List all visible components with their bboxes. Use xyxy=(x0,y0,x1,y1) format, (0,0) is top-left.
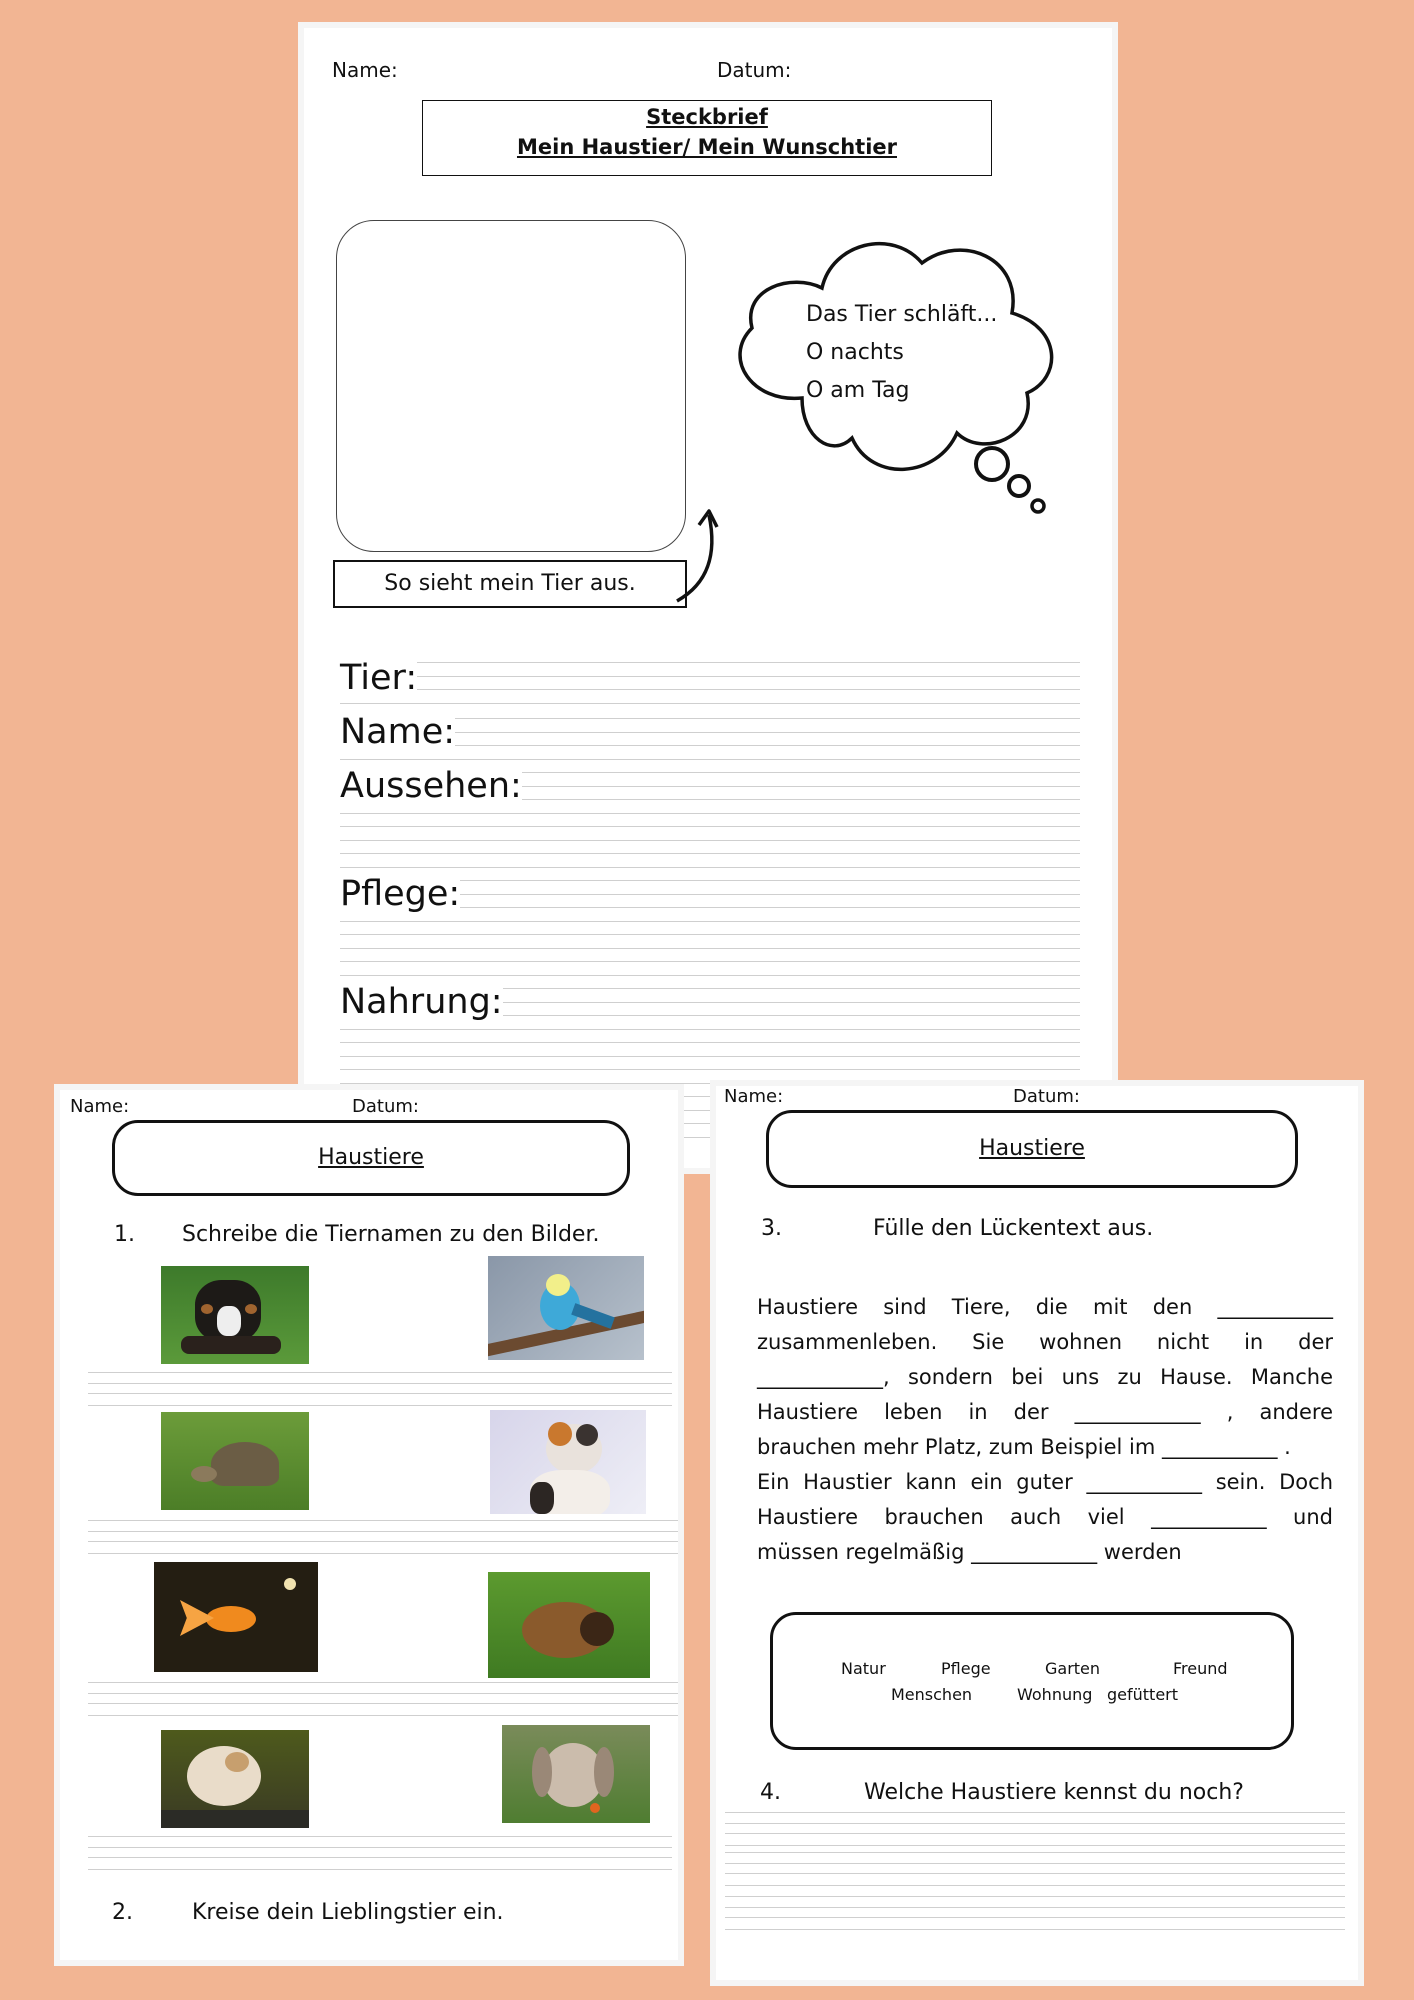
cat-photo xyxy=(490,1410,646,1514)
word-menschen: Menschen xyxy=(891,1685,973,1704)
goldfish-photo xyxy=(154,1562,318,1672)
writing-lines[interactable] xyxy=(340,662,1080,704)
field-name: Name: xyxy=(340,712,456,752)
name-label: Name: xyxy=(724,1086,784,1107)
picture-caption: So sieht mein Tier aus. xyxy=(384,571,636,596)
cloze-line: Haustiere brauchen auch viel ___________ und xyxy=(757,1505,1333,1529)
dog-photo xyxy=(161,1266,309,1364)
cloze-line: Haustiere leben in der ____________ , andere xyxy=(757,1400,1333,1424)
task2-number: 2. xyxy=(112,1900,133,1925)
answer-lines[interactable] xyxy=(88,1520,678,1554)
cloze-text xyxy=(757,1290,1333,1570)
word-garten: Garten xyxy=(1045,1659,1101,1678)
field-aussehen: Aussehen: xyxy=(340,766,522,806)
task3-instruction: Fülle den Lückentext aus. xyxy=(873,1216,1154,1241)
word-freund: Freund xyxy=(1173,1659,1228,1678)
name-label: Name: xyxy=(332,58,398,82)
word-natur: Natur xyxy=(841,1659,886,1678)
field-nahrung: Nahrung: xyxy=(340,982,503,1022)
cloze-line: zusammenleben. Sie wohnen nicht in der xyxy=(757,1330,1333,1354)
writing-lines[interactable] xyxy=(340,826,1080,868)
cloze-line: brauchen mehr Platz, zum Beispiel im ___________ . xyxy=(757,1435,1291,1459)
word-gefuettert: gefüttert xyxy=(1107,1685,1179,1704)
cloud-option-am-tag[interactable]: O am Tag xyxy=(806,378,910,403)
task4-instruction: Welche Haustiere kennst du noch? xyxy=(864,1780,1244,1805)
answer-lines[interactable] xyxy=(88,1372,672,1406)
answer-lines[interactable] xyxy=(725,1812,1345,1846)
task1-instruction: Schreibe die Tiernamen zu den Bilder. xyxy=(182,1222,600,1247)
title-steckbrief: Steckbrief xyxy=(646,105,768,129)
cloze-line: müssen regelmäßig ____________ werden xyxy=(757,1540,1182,1564)
title-haustiere: Haustiere xyxy=(318,1145,424,1170)
task3-number: 3. xyxy=(761,1216,782,1241)
hamster-photo xyxy=(161,1730,309,1828)
task1-number: 1. xyxy=(114,1222,135,1247)
title-box xyxy=(112,1120,630,1196)
cloze-line: ____________, sondern bei uns zu Hause. Manche xyxy=(757,1365,1333,1389)
field-pflege: Pflege: xyxy=(340,874,461,914)
word-pflege: Pflege xyxy=(941,1659,991,1678)
date-label: Datum: xyxy=(717,58,792,82)
arrow-icon xyxy=(669,483,729,623)
cloze-line: Ein Haustier kann ein guter ___________ sein. Doch xyxy=(757,1470,1333,1494)
writing-lines[interactable] xyxy=(340,1042,1080,1084)
worksheet-haustiere-1 xyxy=(60,1090,678,1960)
title-haustiere: Haustiere xyxy=(979,1136,1085,1161)
writing-lines[interactable] xyxy=(340,934,1080,976)
word-bank-box xyxy=(770,1612,1294,1750)
title-box xyxy=(422,100,992,176)
picture-frame[interactable] xyxy=(336,220,686,552)
title-haustier: Mein Haustier/ Mein Wunschtier xyxy=(516,135,897,159)
name-label: Name: xyxy=(70,1096,130,1117)
cloud-option-nachts[interactable]: O nachts xyxy=(806,340,904,365)
word-wohnung: Wohnung xyxy=(1017,1685,1093,1704)
date-label: Datum: xyxy=(352,1096,419,1117)
cloud-line-1: Das Tier schläft... xyxy=(806,302,998,327)
worksheet-steckbrief xyxy=(304,28,1112,1168)
tortoise-photo xyxy=(161,1412,309,1510)
answer-lines[interactable] xyxy=(88,1682,678,1716)
field-tier: Tier: xyxy=(340,658,418,698)
date-label: Datum: xyxy=(1013,1086,1080,1107)
task4-number: 4. xyxy=(760,1780,781,1805)
cloze-line: Haustiere sind Tiere, die mit den ___________ xyxy=(757,1295,1333,1319)
title-box xyxy=(766,1110,1298,1188)
guinea-pig-photo xyxy=(488,1572,650,1678)
task2-instruction: Kreise dein Lieblingstier ein. xyxy=(192,1900,504,1925)
answer-lines[interactable] xyxy=(88,1836,672,1870)
answer-lines[interactable] xyxy=(725,1852,1345,1886)
budgie-photo xyxy=(488,1256,644,1360)
rabbit-photo xyxy=(502,1725,650,1823)
answer-lines[interactable] xyxy=(725,1896,1345,1930)
picture-caption-box xyxy=(333,560,687,608)
